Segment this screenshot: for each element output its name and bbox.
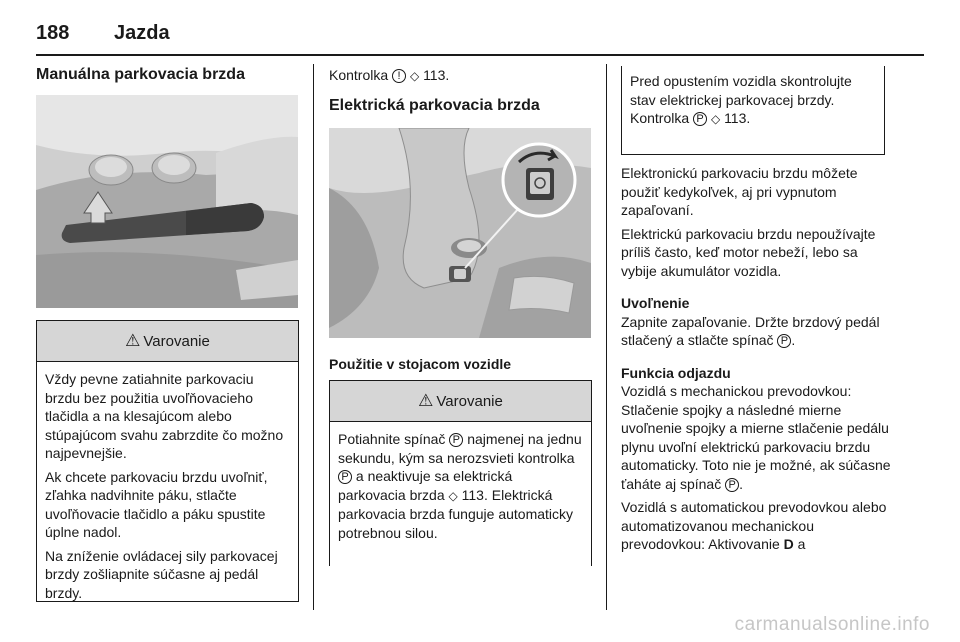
subheading-drive-off: Funkcia odjazdu bbox=[621, 364, 731, 381]
warning-title: Varovanie bbox=[143, 332, 210, 350]
warning-paragraph: Ak chcete parkovaciu brzdu uvoľniť, zľahka nadvihnite páku, stlačte uvoľňovacie tlačidlo a páku spustite úplne nadol. bbox=[45, 468, 268, 540]
warning-title: Varovanie bbox=[436, 392, 503, 410]
page-ref[interactable]: 113. bbox=[724, 110, 751, 126]
warning-text: a neaktivuje sa elektrická parkovacia brzda bbox=[338, 468, 513, 503]
electric-parking-brake-illustration bbox=[329, 128, 591, 338]
body-paragraph: Vozidlá s mechanickou prevodovkou: Stlačenie spojky a následné mierne uvoľnenie spojky a mierne stlačenie pedálu plynu uvoľní elektrickú parkovaciu brzdu automaticky. Toto nie je možné, ak súčasne ťaháte aj spínač P . bbox=[621, 383, 891, 492]
warning-triangle-icon: ⚠ bbox=[418, 391, 434, 410]
watermark: carmanualsonline.info bbox=[734, 614, 930, 635]
kontrolka-label: Kontrolka bbox=[329, 67, 389, 83]
note-text bbox=[630, 72, 876, 129]
column-divider-2 bbox=[606, 64, 607, 610]
body-text: Vozidlá s automatickou prevodovkou alebo automatizovanou mechanickou prevodovkou: Aktivovanie bbox=[621, 499, 887, 552]
page-ref[interactable]: 113. bbox=[423, 67, 450, 83]
body-paragraph: Elektrickú parkovaciu brzdu nepoužívajte príliš často, keď motor nebeží, lebo sa vybije akumulátor vozidla. bbox=[621, 225, 876, 279]
warning-box-manual bbox=[36, 320, 299, 602]
warning-paragraph bbox=[330, 422, 591, 542]
note-text-part: Pred opustením vozidla skontrolujte stav elektrickej parkovacej brzdy. Kontrolka bbox=[630, 73, 852, 126]
heading-manual-brake: Manuálna parkovacia brzda bbox=[36, 66, 245, 83]
parking-brake-icon: P bbox=[725, 478, 739, 492]
warning-text: 113. Elektrická parkovacia brzda funguje automaticky potrebnou silou. bbox=[338, 486, 574, 541]
subheading-release: Uvoľnenie bbox=[621, 295, 690, 311]
body-text: a bbox=[797, 536, 806, 552]
warning-header bbox=[330, 381, 591, 422]
brake-warning-icon: ! bbox=[392, 69, 406, 83]
page-ref-icon: ◇ bbox=[409, 69, 420, 83]
column-divider-1 bbox=[313, 64, 314, 610]
parking-brake-icon: P bbox=[449, 433, 463, 447]
warning-paragraph: Na zníženie ovládacej sily parkovacej brzdy zošliapnite súčasne aj pedál brzdy. bbox=[45, 547, 278, 601]
warning-text: Potiahnite spínač bbox=[338, 431, 446, 447]
kontrolka-line bbox=[329, 66, 449, 86]
parking-brake-icon: P bbox=[338, 470, 352, 484]
header-rule bbox=[36, 54, 924, 56]
warning-paragraph: Vždy pevne zatiahnite parkovaciu brzdu bez použitia uvoľňovacieho tlačidla a na klesajúcom alebo stúpajúcom svahu zabrzdite čo možno najpevnejšie. bbox=[45, 371, 284, 461]
note-box bbox=[621, 66, 885, 155]
warning-triangle-icon: ⚠ bbox=[125, 331, 141, 350]
subheading-standing: Použitie v stojacom vozidle bbox=[329, 356, 512, 372]
body-text: Zapnite zapaľovanie. Držte brzdový pedál stlačený a stlačte spínač bbox=[621, 313, 880, 348]
parking-brake-icon: P bbox=[777, 334, 791, 348]
body-paragraph bbox=[621, 498, 893, 554]
manual-parking-brake-illustration bbox=[36, 95, 298, 308]
body-paragraph: Zapnite zapaľovanie. Držte brzdový pedál stlačený a stlačte spínač P . bbox=[621, 313, 880, 348]
warning-text: najmenej na jednu sekundu, kým sa nerozsvieti kontrolka bbox=[338, 431, 582, 466]
page-number: 188 bbox=[36, 22, 70, 44]
parking-brake-icon: P bbox=[693, 112, 707, 126]
body-text: Vozidlá s mechanickou prevodovkou: Stlačenie spojky a následné mierne uvoľnenie spojky a mierne stlačenie pedálu plynu uvoľní elektrickú parkovaciu brzdu automaticky. Toto nie je možné, ak súčasne ťaháte aj spínač bbox=[621, 383, 891, 492]
page-ref-icon: ◇ bbox=[710, 112, 721, 126]
chapter-title: Jazda bbox=[114, 22, 170, 44]
heading-electric-brake: Elektrická parkovacia brzda bbox=[329, 97, 540, 114]
warning-header bbox=[37, 321, 298, 362]
column3-body bbox=[621, 164, 893, 559]
gear-letter: D bbox=[783, 536, 794, 552]
warning-box-electric bbox=[329, 380, 592, 566]
page-ref-icon: ◇ bbox=[448, 488, 458, 503]
body-paragraph: Elektronickú parkovaciu brzdu môžete použiť kedykoľvek, aj pri vypnutom zapaľovaní. bbox=[621, 165, 858, 218]
